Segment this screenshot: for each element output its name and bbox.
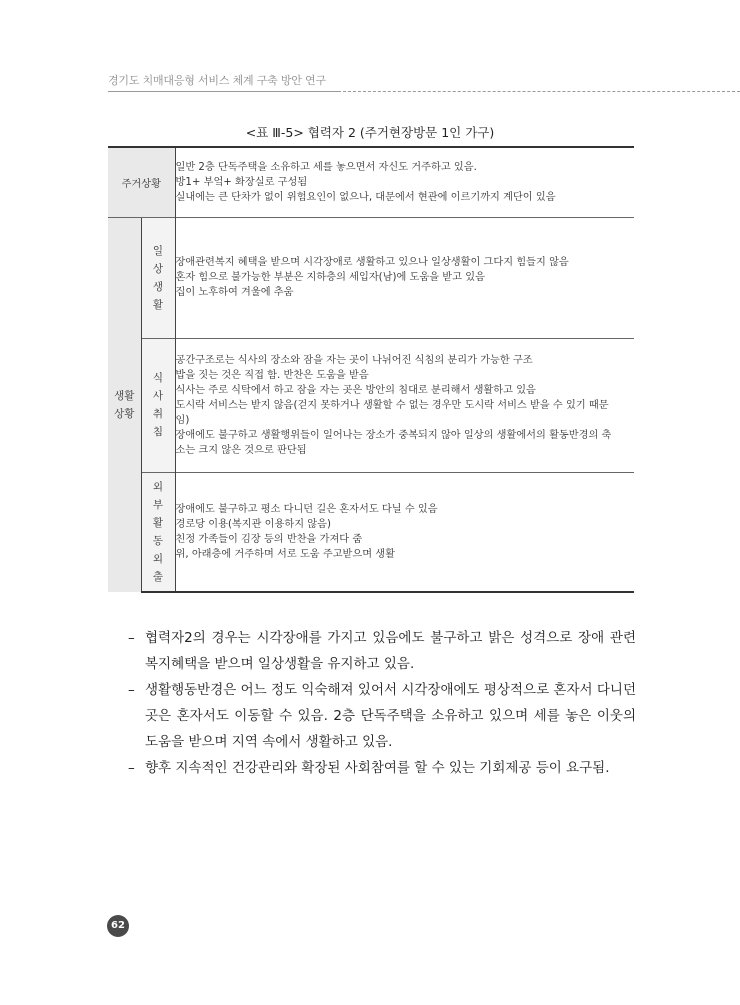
sublabel-char: 생 <box>152 280 164 293</box>
content-line: 경로당 이용(복지관 이용하지 않음) <box>175 518 331 530</box>
table-caption: <표 Ⅲ-5> 협력자 2 (주거현장방문 1인 가구) <box>245 125 495 140</box>
list-item: – 협력자2의 경우는 시각장애를 가지고 있음에도 불구하고 밝은 성격으로 장애 관련 복지혜택을 받으며 일상생활을 유지하고 있음. <box>128 625 636 677</box>
content-line: 위, 아래층에 거주하며 서로 도움 주고받으며 생활 <box>175 548 395 560</box>
content-line: 일반 2층 단독주택을 소유하고 세를 놓으면서 자신도 거주하고 있음. <box>175 161 477 173</box>
content-line: 소는 크지 않은 것으로 판단됨 <box>175 444 307 456</box>
sublabel-char: 일 <box>152 244 164 257</box>
sublabel-char: 외 <box>152 552 164 565</box>
table-row-daily-life <box>108 217 634 338</box>
header-rule <box>108 91 338 92</box>
sublabel-char: 외 <box>152 480 164 493</box>
content-line: 집이 노후하여 겨울에 추움 <box>175 287 294 298</box>
running-header: 경기도 치매대응형 서비스 체계 구축 방안 연구 <box>108 74 326 87</box>
sublabel-char: 활 <box>152 298 164 311</box>
content-line: 임) <box>175 414 190 426</box>
living-label-line: 생활 <box>114 389 135 402</box>
living-label <box>108 217 141 592</box>
summary-list <box>128 625 636 781</box>
table-row-outings <box>108 472 634 592</box>
sublabel-char: 활 <box>152 516 164 529</box>
table-row-residence <box>108 147 634 217</box>
case-table <box>108 146 634 593</box>
sublabel-meals-sleep <box>141 338 175 472</box>
sublabel-daily-life <box>141 217 175 338</box>
content-line: 장애관련복지 혜택을 받으며 시각장애로 생활하고 있으나 일상생활이 그다지 힘들지 않음 <box>175 257 569 268</box>
sublabel-char: 침 <box>152 426 164 438</box>
daily-life-content <box>175 217 634 338</box>
list-item: – 향후 지속적인 건강관리와 확장된 사회참여를 할 수 있는 기회제공 등이 요구됨. <box>128 755 636 781</box>
sublabel-char: 상 <box>152 262 164 275</box>
content-line: 실내에는 큰 단차가 없이 위험요인이 없으나, 대문에서 현관에 이르기까지 계단이 있음 <box>175 191 556 203</box>
outings-content <box>175 472 634 592</box>
content-line: 밥을 짓는 것은 직접 함. 반찬은 도움을 받음 <box>175 369 369 381</box>
sublabel-char: 출 <box>152 570 164 583</box>
content-line: 도시락 서비스는 받지 않음(걷지 못하거나 생활할 수 없는 경우만 도시락 서비스 받을 수 있기 때문 <box>175 399 609 411</box>
meals-sleep-content <box>175 338 634 472</box>
table-row-meals-sleep <box>108 338 634 472</box>
sublabel-outings <box>141 472 175 592</box>
sublabel-char: 취 <box>152 408 164 420</box>
header-rule-dashed <box>338 91 740 92</box>
content-line: 친정 가족들이 김장 등의 반찬을 가져다 줌 <box>175 533 363 545</box>
sublabel-char: 사 <box>152 390 164 402</box>
content-line: 방1+ 부엌+ 화장실로 구성됨 <box>175 176 308 188</box>
residence-label: 주거상황 <box>108 147 175 217</box>
living-label-line: 상황 <box>114 407 135 420</box>
content-line: 장애에도 불구하고 생활행위들이 일어나는 장소가 중복되지 않아 일상의 생활에서의 활동반경의 축 <box>175 429 612 441</box>
content-line: 장애에도 불구하고 평소 다니던 길은 혼자서도 다닐 수 있음 <box>175 503 438 515</box>
residence-content <box>175 147 634 217</box>
content-line: 공간구조로는 식사의 장소와 잠을 자는 곳이 나뉘어진 식침의 분리가 가능한 구조 <box>175 354 533 366</box>
content-line: 혼자 힘으로 불가능한 부분은 지하층의 세입자(남)에 도움을 받고 있음 <box>175 272 485 283</box>
sublabel-char: 식 <box>152 372 164 384</box>
page-number: 62 <box>107 915 129 937</box>
content-line: 식사는 주로 식탁에서 하고 잠을 자는 곳은 방안의 침대로 분리해서 생활하고 있음 <box>175 384 536 396</box>
list-item: – 생활행동반경은 어느 정도 익숙해져 있어서 시각장애에도 평상적으로 혼자서 다니던 곳은 혼자서도 이동할 수 있음. 2층 단독주택을 소유하고 있으며 세를 놓은 이웃의 도움을 받으며 지역 속에서 생활하고 있음. <box>128 677 636 755</box>
sublabel-char: 부 <box>152 498 164 511</box>
sublabel-char: 동 <box>152 534 164 547</box>
